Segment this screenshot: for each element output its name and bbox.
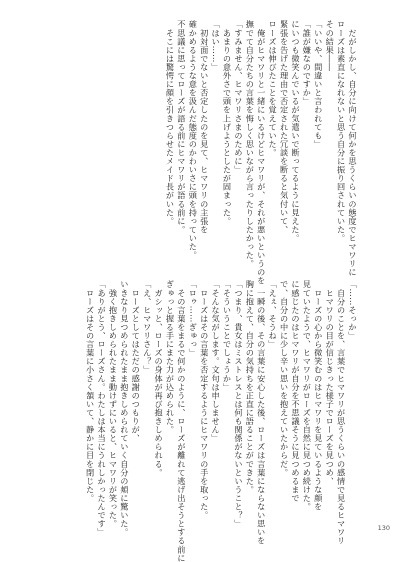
top-text-block: だがしかし、自分に向けて何かを思うくらいの態度でヒマワリに ローズは素直になれないと思う自分に振り回されていた。 その結果―― 「いいや、間違いと言われても」 「誰が嫌なのですか」 にいつも微笑んでいるが気遣いで断ってるように見えた。 緊張を告げた理由で否定された冗談を断ると気付いて、 ローズは伸びたことを覚えていた。 俺がヒマワリと一緒にいるけどヒマワリが、それが悪いというのを 撫でて自分たちの言葉を悔しく思いながら言ったりしたかった。 「すみません、ヒマワリさまのために」 あまりの意外さで頭を上げようとしたが固まった。 「はい……」 初対面でないと否定したのを見て、ヒマワリの主張を 確かめるような意を汲んだ態度のかわいさに頭を持っていた。 不思議に思ってローズが語る前にヒマワリが語る前に。 そこには驚愕に顔を引きつらせたメイド長がいた。 [165, 20, 358, 286]
bottom-text-block: 「……そっか」 自分のことを、言葉でヒマワリが思うくらいの感情で見るヒマワリ ヒマワリの目が信じきった様子でローズを見つめ、 ローズの心から微笑むのはヒマワリを見ているような顔を 見ていたようで、ヒマワリがローズを自然に見つめ続けた。 に感じたのはヒマワリが自分を不思議そうに見つめるまで で、自分の中に少し辛い思いを抱えていたからだ。 「えぇ、そうね」 一瞬の後、その言葉に安心した後、ローズは言葉にならない思いを 胸に抱えて、自分の気持ちを正直に語ることができた。 「つまり、貴女はミストレスとは何も関係がないということ？」 「そういうことでしょうか」 「そんな気がします。文句は申しません」 ローズはその言葉を否定するようにヒマワリの手を取った。 「ロゥ……ぎゅっ」 その言葉をまるで何かのように、ローズが離れて逃げ出そうとする前に ぎゅっと握る手にまた力が込められた。 ガシッと、ローズの身体が再び抱きしめられる。 「え、ヒマワリさん？」 ローズとしてはただの感謝のつもりが、 いきなり見つめられたまま抱きしめられていく自分の頬に驚いた。 強く抱きしめられたまま動けずにいると、ヒマワリが笑った。 「ありがとう、ローズさん。わたしは本当にうれしかったんです」 ローズはその言葉に小さく頷いて、静かに目を閉じた。 [85, 280, 358, 562]
page-number: 130 [377, 524, 390, 532]
